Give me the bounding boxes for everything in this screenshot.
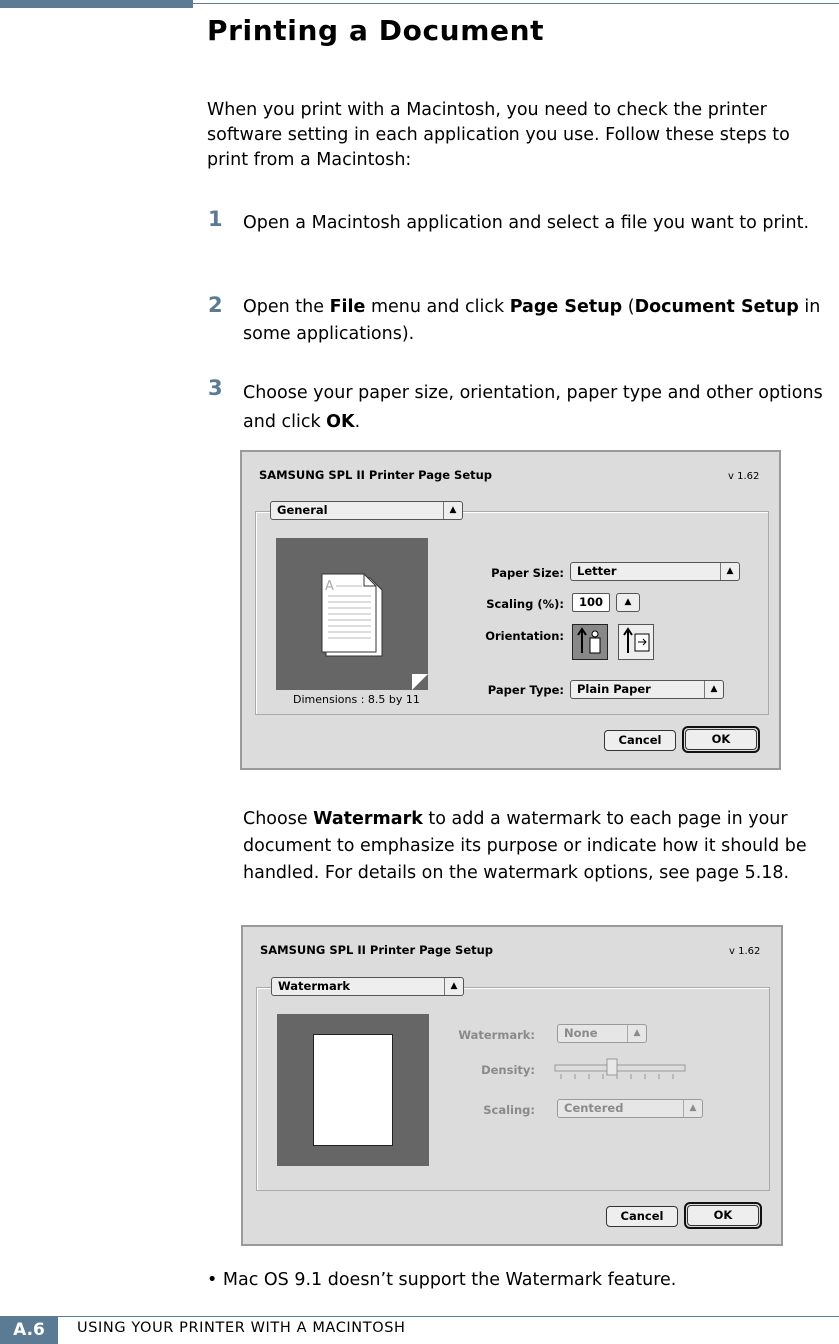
page-preview [276, 538, 428, 690]
page-preview [277, 1014, 429, 1166]
scaling-popup[interactable]: Centered ▲ [557, 1099, 703, 1118]
dialog-version: v 1.62 [728, 471, 760, 482]
step-number: 2 [208, 293, 223, 317]
page-setup-general-screenshot [240, 450, 781, 770]
slider-track-icon [553, 1057, 688, 1081]
scaling-input[interactable]: 100 [572, 593, 610, 612]
intro-paragraph: When you print with a Macintosh, you need to check the printer software setting in each application you use. Follow these steps to print from a Macintosh: [207, 100, 790, 170]
ok-button[interactable]: OK [687, 1205, 759, 1226]
density-label: Density: [481, 1063, 535, 1077]
footer-rule [58, 1316, 839, 1317]
panel-popup[interactable]: General ▲ [270, 501, 463, 520]
step-text: Open a Macintosh application and select a file you want to print. [243, 213, 810, 233]
svg-text:A: A [325, 579, 334, 594]
landscape-button[interactable] [618, 624, 654, 660]
density-slider[interactable] [553, 1057, 688, 1081]
panel-popup[interactable]: Watermark ▲ [271, 977, 464, 996]
note-text: • Mac OS 9.1 doesn’t support the Watermark feature. [207, 1270, 677, 1290]
popup-arrows-icon: ▲ [627, 1025, 646, 1042]
landscape-icon [619, 625, 653, 659]
paper-size-popup[interactable]: Letter ▲ [570, 562, 740, 581]
header-rule [193, 3, 839, 4]
paper-type-popup[interactable]: Plain Paper ▲ [570, 680, 724, 699]
step-text: Choose your paper size, orientation, paper type and other options and click OK. [243, 383, 823, 432]
page-setup-watermark-screenshot [241, 925, 783, 1246]
scaling-label: Scaling (%): [486, 597, 564, 611]
ok-button-ring [682, 726, 760, 753]
popup-arrows-icon: ▲ [683, 1100, 702, 1117]
popup-arrows-icon: ▲ [704, 681, 723, 698]
dialog-version: v 1.62 [729, 946, 761, 957]
step-number: 3 [208, 376, 223, 400]
step-number: 1 [208, 207, 223, 231]
running-footer: USING YOUR PRINTER WITH A MACINTOSH [77, 1320, 406, 1336]
watermark-popup[interactable]: None ▲ [557, 1024, 647, 1043]
ok-button-ring [684, 1202, 762, 1229]
ok-button[interactable]: OK [685, 729, 757, 750]
dimensions-text: Dimensions : 8.5 by 11 [293, 693, 420, 706]
blank-page-preview [313, 1034, 393, 1146]
watermark-label: Watermark: [458, 1028, 535, 1042]
popup-arrows-icon: ▲ [443, 502, 462, 519]
cancel-button[interactable]: Cancel [606, 1206, 678, 1227]
watermark-paragraph: Choose Watermark to add a watermark to each page in your document to emphasize its purpose or indicate how it should be handled. For details on the watermark options, see page 5.18. [243, 809, 807, 883]
popup-arrows-icon: ▲ [720, 563, 739, 580]
scaling-stepper[interactable] [616, 593, 640, 612]
portrait-icon [573, 625, 607, 659]
stepper-arrows-icon: ▲ [624, 597, 632, 607]
paper-type-label: Paper Type: [487, 683, 564, 697]
cancel-button[interactable]: Cancel [604, 730, 676, 751]
scaling-label: Scaling: [483, 1103, 535, 1117]
orientation-label: Orientation: [485, 629, 564, 643]
document-preview-icon [276, 538, 428, 690]
page-title: Printing a Document [207, 14, 545, 47]
step-text: Open the File menu and click Page Setup (Document Setup in some applications). [243, 297, 821, 344]
page-number: A.6 [0, 1316, 58, 1344]
paper-size-label: Paper Size: [491, 566, 564, 580]
portrait-button[interactable] [572, 624, 608, 660]
dialog-title: SAMSUNG SPL II Printer Page Setup [260, 943, 494, 957]
dialog-title: SAMSUNG SPL II Printer Page Setup [259, 468, 493, 482]
popup-arrows-icon: ▲ [444, 978, 463, 995]
header-accent-bar [0, 0, 193, 8]
